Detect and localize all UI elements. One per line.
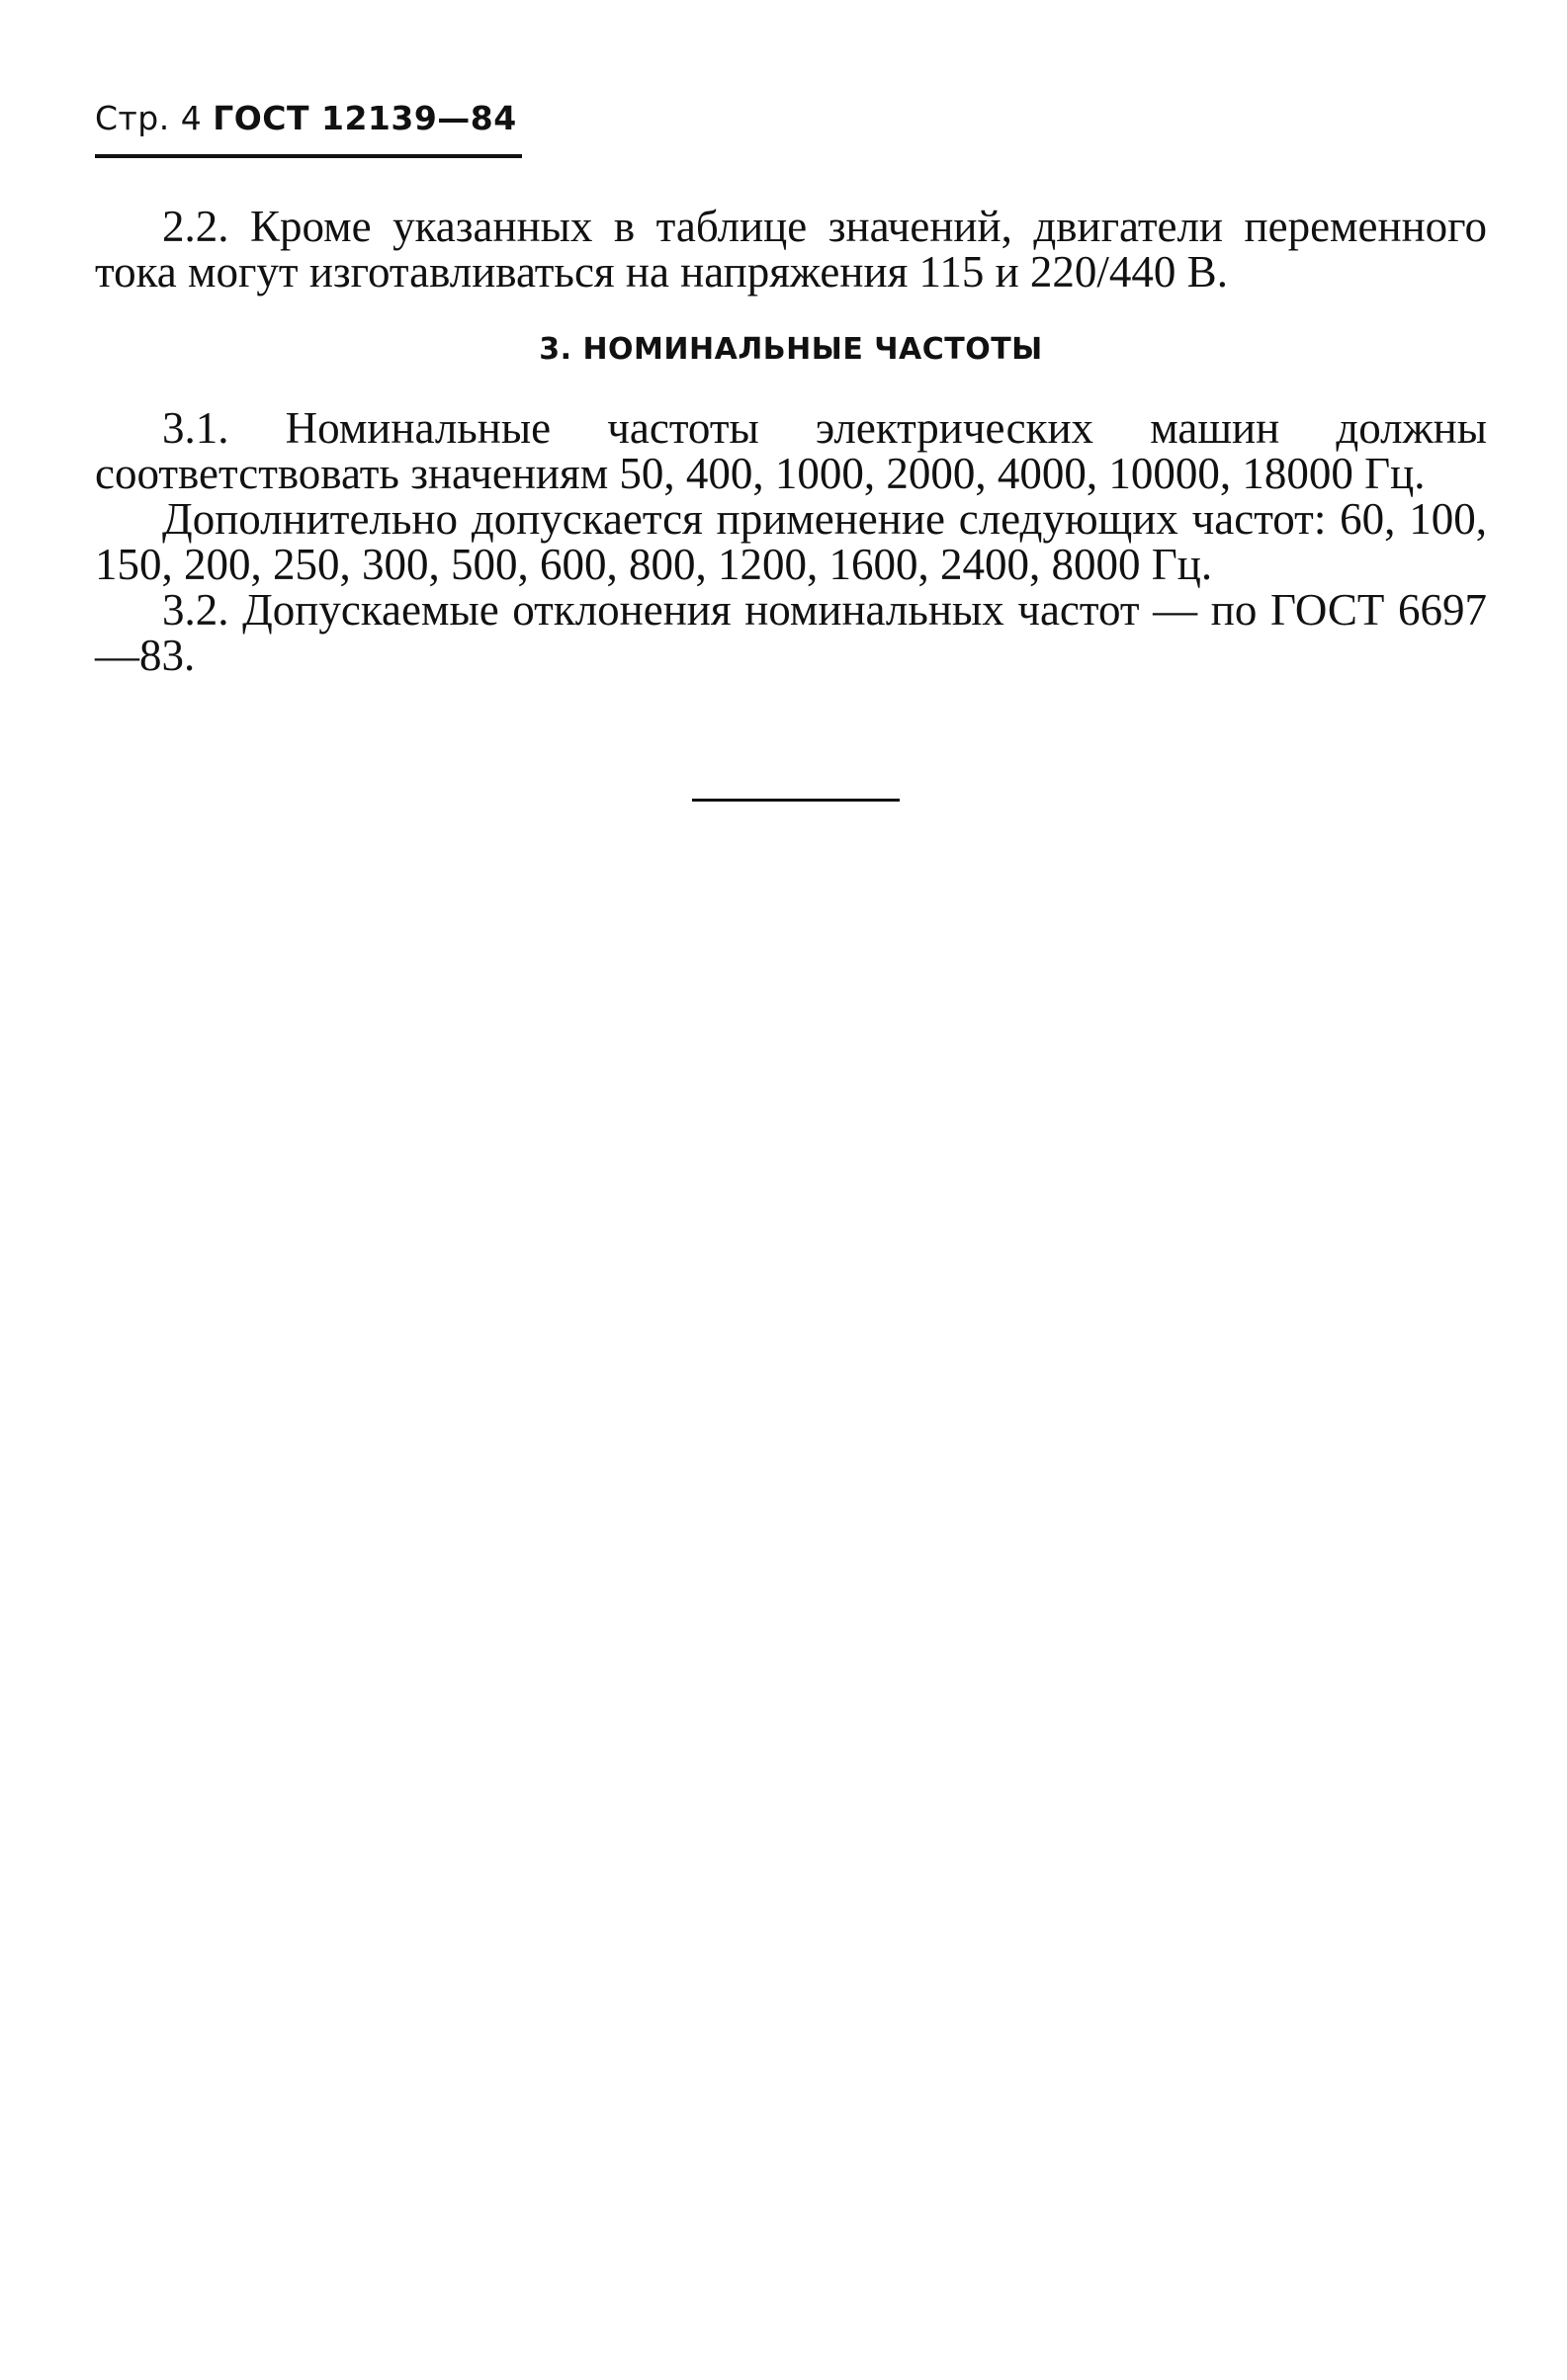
section-3-heading: 3. НОМИНАЛЬНЫЕ ЧАСТОТЫ xyxy=(539,332,1043,367)
header-rule xyxy=(95,154,522,158)
running-head xyxy=(95,99,517,137)
standard-designation: ГОСТ 12139—84 xyxy=(213,99,517,137)
paragraph-2-2: 2.2. Кроме указанных в таблице значений, двигатели переменного тока могут изготавливаться на напряжения 115 и 220/440 В. xyxy=(95,202,1487,297)
end-rule xyxy=(692,799,900,802)
document-body xyxy=(95,204,1487,678)
paragraph-3-1: 3.1. Номинальные частоты электрических машин должны соответствовать значениям 50, 400, 1000, 2000, 4000, 10000, 18000 Гц. xyxy=(95,403,1487,498)
page-number-label: Стр. 4 xyxy=(95,99,203,137)
paragraph-3-2: 3.2. Допускаемые отклонения номинальных частот — по ГОСТ 6697—83. xyxy=(95,585,1487,680)
paragraph-3-1-additional: Дополнительно допускается применение следующих частот: 60, 100, 150, 200, 250, 300, 500, 600, 800, 1200, 1600, 2400, 8000 Гц. xyxy=(95,494,1487,589)
